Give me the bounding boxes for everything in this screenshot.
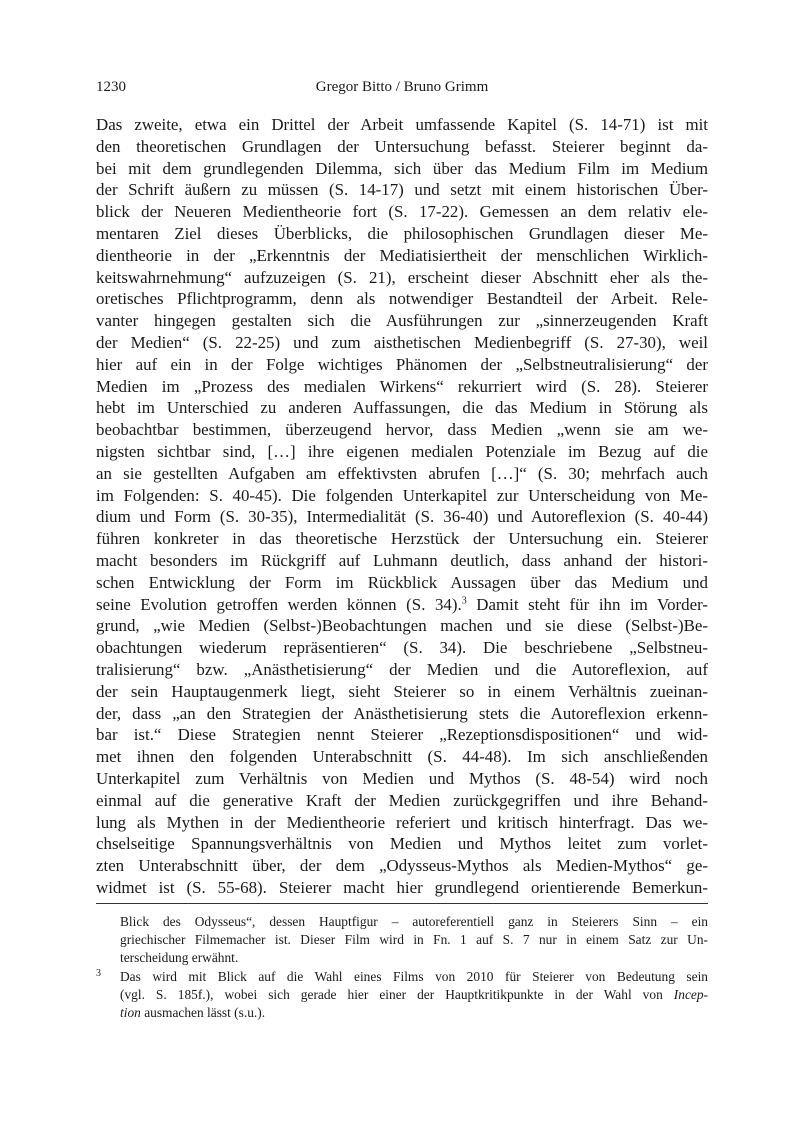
- text-line: widmet ist (S. 55-68). Steierer macht hier grundlegend orientierende Bemerkun-: [96, 877, 708, 897]
- text-line: Unterkapitel zum Verhältnis von Medien und Mythos (S. 48-54) wird noch: [96, 768, 708, 788]
- footnote-3-marker: 3: [96, 967, 101, 979]
- film-title-italic: tion: [120, 1004, 141, 1020]
- footnote-3-line: [96, 986, 708, 1004]
- footnote-continuation-line: terscheidung erwähnt.: [120, 950, 239, 966]
- text-line: tralisierung“ bzw. „Anästhetisierung“ der Medien und die Autoreflexion, auf: [96, 659, 708, 679]
- footnote-3-text: (vgl. S. 185f.), wobei sich gerade hier einer der Hauptkritikpunkte in der Wahl von: [120, 986, 674, 1002]
- footnote-3-line: [96, 968, 708, 986]
- running-head: Gregor Bitto / Bruno Grimm: [315, 79, 489, 95]
- film-title-italic: Incep-: [673, 986, 708, 1002]
- text-line: obachtungen wiederum repräsentieren“ (S. 34). Die beschriebene „Selbstneu-: [96, 638, 708, 658]
- text-fragment: seine Evolution getroffen werden können (S. 34).: [96, 594, 462, 614]
- footnote-separator: [96, 903, 708, 904]
- text-line: macht besonders im Rückgriff auf Luhmann deutlich, dass anhand der histori-: [96, 550, 708, 570]
- text-line: keitswahrnehmung“ aufzuzeigen (S. 21), erscheint dieser Abschnitt eher als the-: [96, 267, 708, 287]
- text-line-with-footnote-ref: [96, 594, 708, 616]
- text-line: führen konkreter in das theoretische Herzstück der Untersuchung ein. Steierer: [96, 529, 708, 549]
- text-line: met ihnen den folgenden Unterabschnitt (S. 44-48). Im sich anschließenden: [96, 747, 708, 767]
- text-line: bar ist.“ Diese Strategien nennt Steierer „Rezeptionsdispositionen“ und wid-: [96, 725, 708, 745]
- text-line: im Folgenden: S. 40-45). Die folgenden Unterkapitel zur Unterscheidung von Me-: [96, 485, 708, 505]
- footnotes: [96, 913, 708, 1022]
- page-header: [96, 76, 708, 98]
- text-line: hier auf ein in der Folge wichtiges Phänomen der „Selbstneutralisierung“ der: [96, 354, 708, 374]
- footnote-ref-3[interactable]: 3: [461, 594, 467, 606]
- text-line: lung als Mythen in der Medientheorie referiert und kritisch hinterfragt. Das we-: [96, 812, 708, 832]
- text-line: einmal auf die generative Kraft der Medien zurückgegriffen und ihre Behand-: [96, 790, 708, 810]
- footnote-continuation-line: griechischer Filmemacher ist. Dieser Film wird in Fn. 1 auf S. 7 nur in einem Satz zur Un-: [120, 932, 708, 948]
- footnote-continuation-line: Blick des Odysseus“, dessen Hauptfigur – autoreferentiell ganz in Steierers Sinn – ein: [120, 914, 708, 929]
- text-line: dium und Form (S. 30-35), Intermedialität (S. 36-40) und Autoreflexion (S. 40-44): [96, 507, 708, 527]
- text-line: zten Unterabschnitt über, der dem „Odysseus-Mythos als Medien-Mythos“ ge-: [96, 856, 708, 876]
- text-line: der Schrift äußern zu müssen (S. 14-17) und setzt mit einem historischen Über-: [96, 180, 708, 200]
- text-line: der sein Hauptaugenmerk liegt, sieht Steierer so in einem Verhältnis zueinan-: [96, 681, 708, 701]
- text-line: hebt im Unterschied zu anderen Auffassungen, die das Medium in Störung als: [96, 398, 708, 418]
- text-line: Medien im „Prozess des medialen Wirkens“ rekurriert wird (S. 28). Steierer: [96, 376, 708, 396]
- text-line: der Medien“ (S. 22-25) und zum aisthetischen Medienbegriff (S. 27-30), weil: [96, 332, 708, 352]
- page-number: 1230: [96, 79, 126, 95]
- text-line: beobachtbar bestimmen, überzeugend hervor, dass Medien „wenn sie am we-: [96, 420, 708, 440]
- text-line: den theoretischen Grundlagen der Untersuchung befasst. Steierer beginnt da-: [96, 136, 708, 156]
- text-line: vanter hingegen gestalten sich die Ausführungen zur „sinnerzeugenden Kraft: [96, 311, 708, 331]
- footnote-3-text: Das wird mit Blick auf die Wahl eines Films von 2010 für Steierer von Bedeutung sein: [120, 968, 708, 984]
- text-line: chselseitige Spannungsverhältnis von Medien und Mythos leitet zum vorlet-: [96, 834, 708, 854]
- text-line: nigsten sichtbar sind, […] ihre eigenen medialen Potenziale im Bezug auf die: [96, 441, 708, 461]
- text-line: schen Entwicklung der Form im Rückblick Aussagen über das Medium und: [96, 572, 708, 592]
- text-line: Das zweite, etwa ein Drittel der Arbeit umfassende Kapitel (S. 14-71) ist mit: [96, 115, 708, 134]
- footnote-3-line: [96, 1004, 708, 1022]
- footnote-3-text: ausmachen lässt (s.u.).: [140, 1004, 266, 1020]
- body-paragraph: [96, 114, 708, 899]
- text-line: der, dass „an den Strategien der Anästhetisierung stets die Autoreflexion erkenn-: [96, 703, 708, 723]
- text-line: grund, „wie Medien (Selbst-)Beobachtungen machen und sie diese (Selbst-)Be-: [96, 616, 708, 636]
- text-line: dientheorie in der „Erkenntnis der Mediatisiertheit der menschlichen Wirklich-: [96, 245, 708, 265]
- text-line: bei mit dem grundlegenden Dilemma, sich über das Medium Film im Medium: [96, 158, 708, 178]
- text-line: blick der Neueren Medientheorie fort (S. 17-22). Gemessen an dem relativ ele-: [96, 202, 708, 222]
- text-fragment: Damit steht für ihn im Vorder-: [466, 594, 708, 614]
- text-line: mentaren Ziel dieses Überblicks, die philosophischen Grundlagen dieser Me-: [96, 223, 708, 243]
- text-line: oretisches Pflichtprogramm, denn als notwendiger Bestandteil der Arbeit. Rele-: [96, 289, 708, 309]
- text-line: an sie gestellten Aufgaben am effektivsten abrufen […]“ (S. 30; mehrfach auch: [96, 463, 708, 483]
